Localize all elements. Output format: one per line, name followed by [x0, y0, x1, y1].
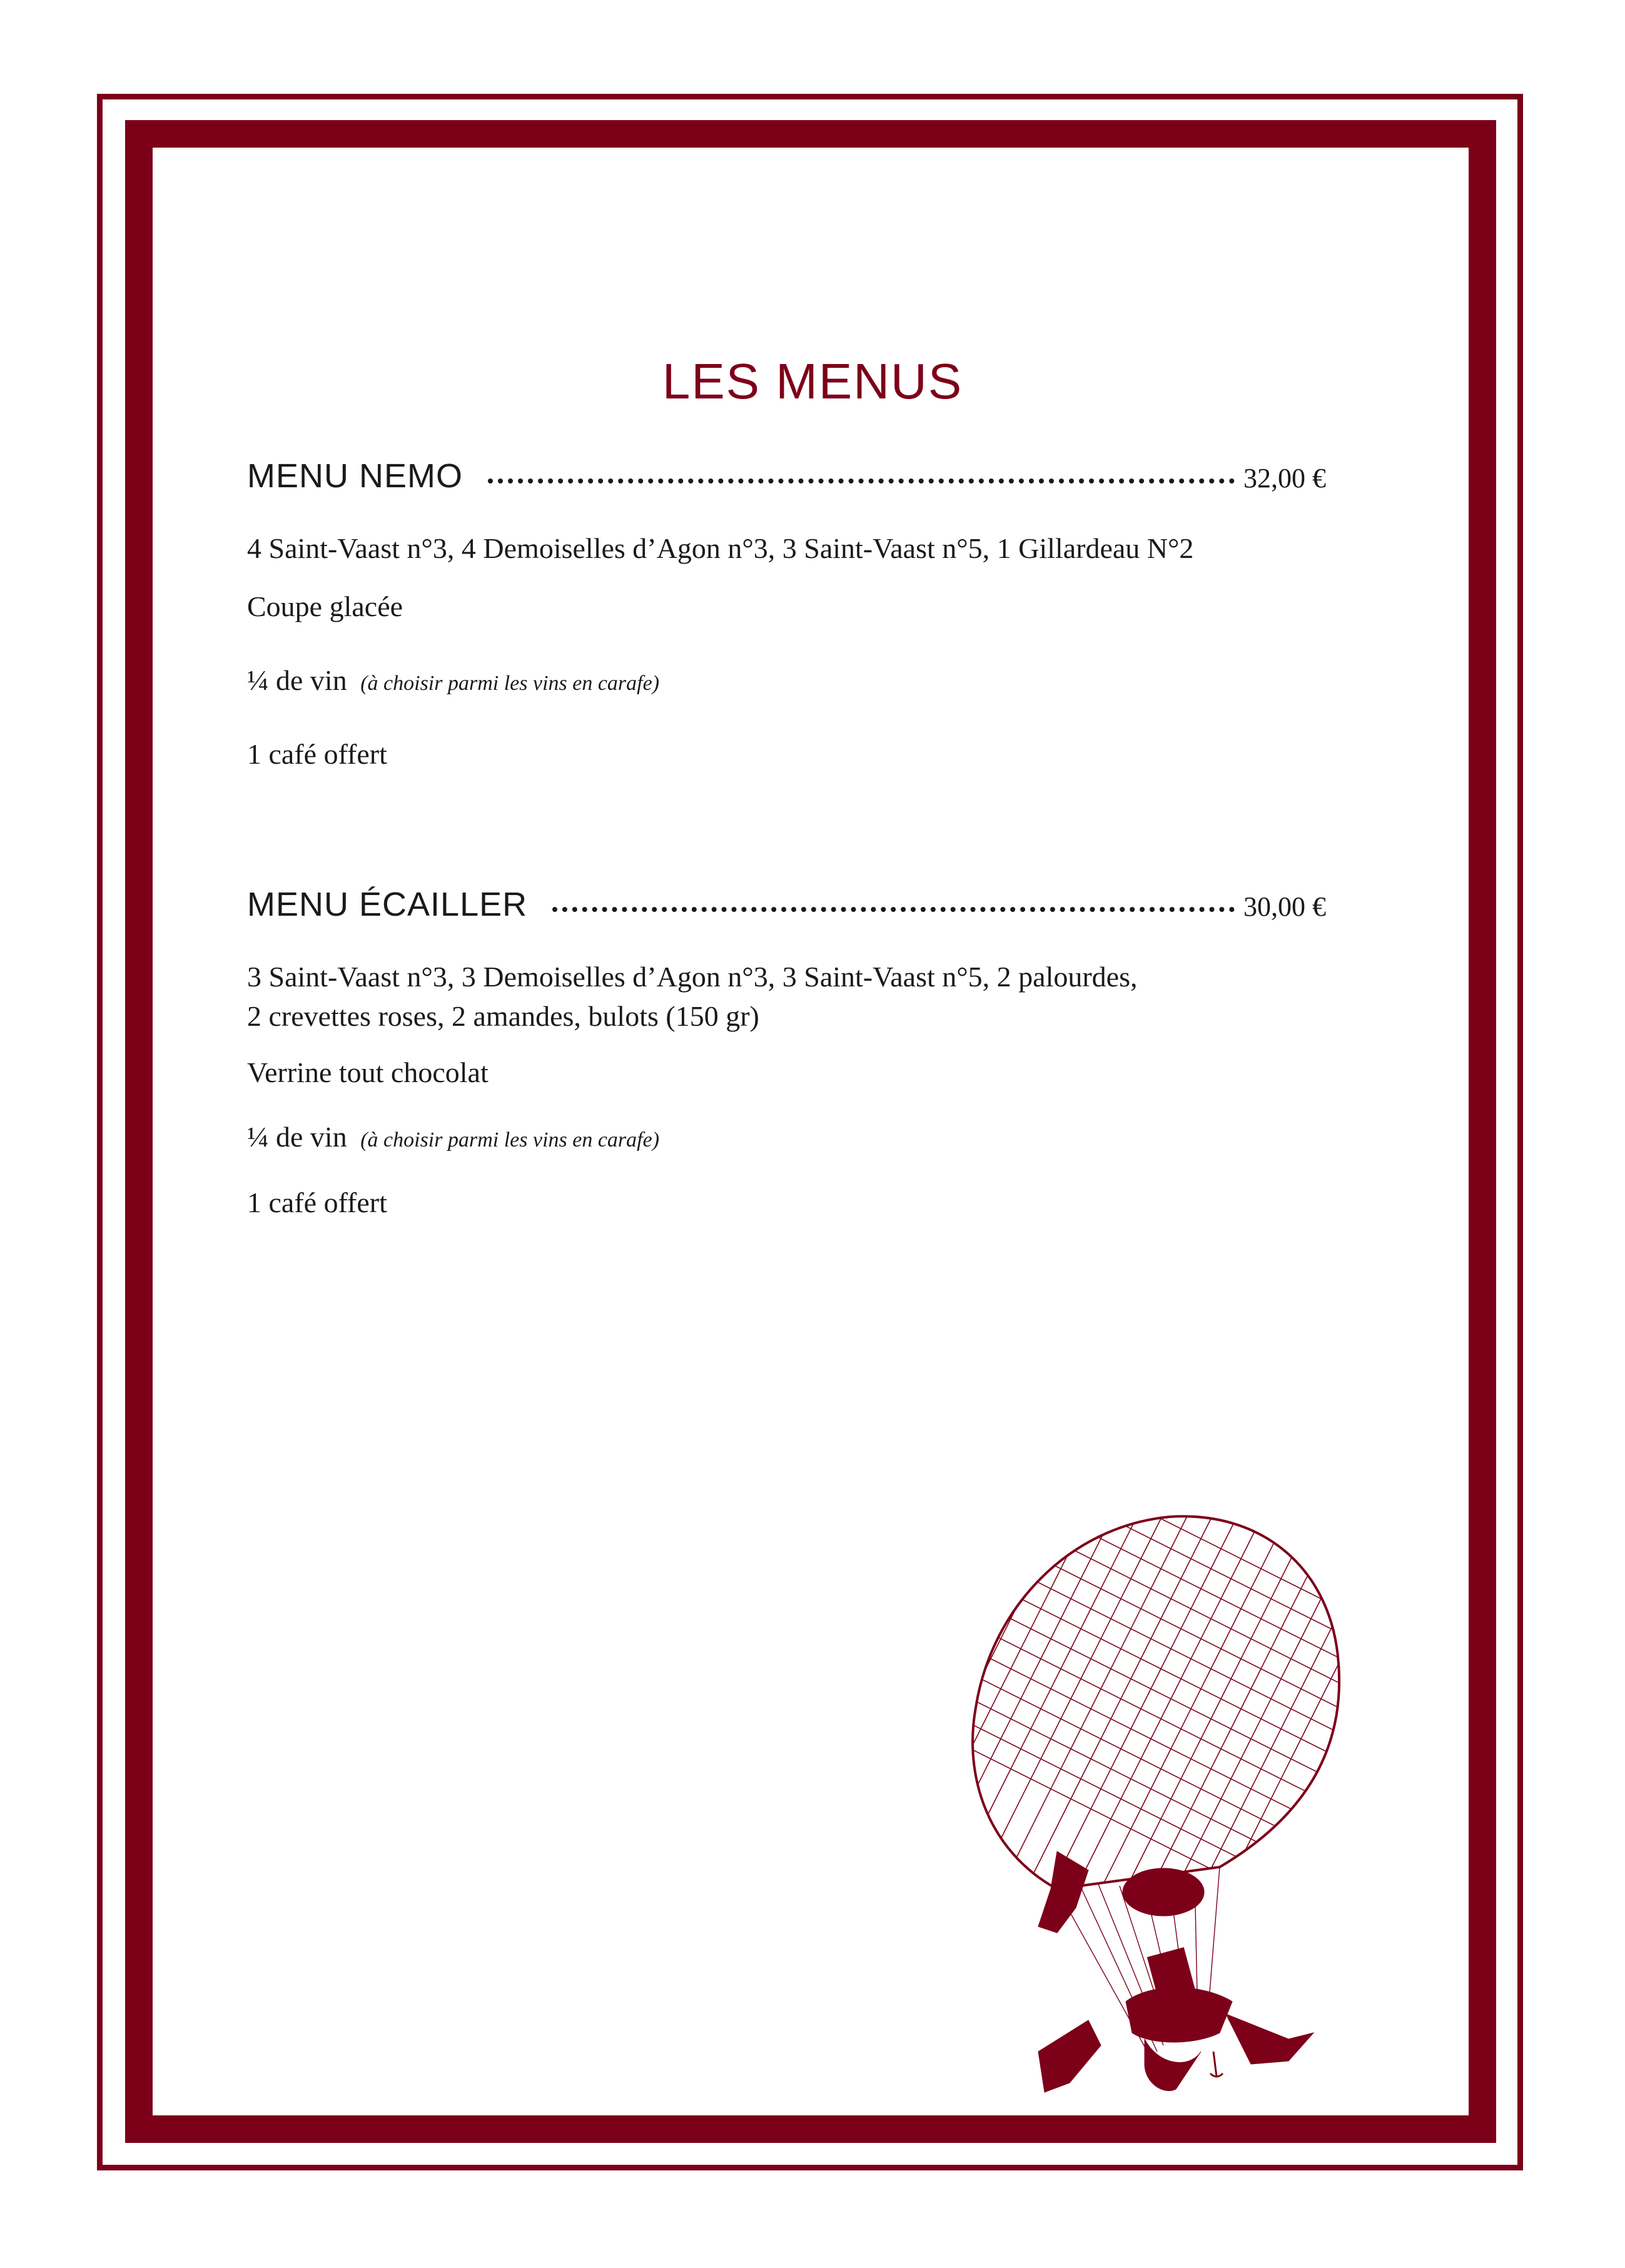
- wine-note: (à choisir parmi les vins en carafe): [360, 672, 660, 695]
- menu-ecailler-coffee: 1 café offert: [247, 1187, 387, 1218]
- menu-ecailler-price: 30,00 €: [1243, 891, 1326, 922]
- dot-leader: [552, 907, 1235, 912]
- wine-note: (à choisir parmi les vins en carafe): [360, 1128, 660, 1152]
- menu-nemo-oysters: 4 Saint-Vaast n°3, 4 Demoiselles d’Agon n°3, 3 Saint-Vaast n°5, 1 Gillardeau N°2: [247, 532, 1194, 564]
- menu-ecailler-seafood-line-2: 2 crevettes roses, 2 amandes, bulots (150 gr): [247, 1000, 759, 1032]
- dot-leader: [488, 478, 1235, 483]
- menu-ecailler-dessert: Verrine tout chocolat: [247, 1056, 489, 1088]
- wine-label: ¼ de vin: [247, 1121, 347, 1153]
- menu-ecailler-header: [247, 885, 1326, 929]
- menu-nemo-header: [247, 457, 1326, 500]
- page-title: LES MENUS: [662, 353, 963, 409]
- menu-nemo-name: MENU NEMO: [247, 457, 463, 495]
- hot-air-balloon-illustration: [963, 1501, 1451, 2095]
- menu-nemo-coffee: 1 café offert: [247, 738, 387, 770]
- menu-nemo-price: 32,00 €: [1243, 463, 1326, 494]
- menu-ecailler-seafood-line-1: 3 Saint-Vaast n°3, 3 Demoiselles d’Agon n°3, 3 Saint-Vaast n°5, 2 palourdes,: [247, 961, 1138, 993]
- menu-ecailler-name: MENU ÉCAILLER: [247, 886, 528, 923]
- menu-ecailler-wine: [247, 1118, 659, 1159]
- menu-nemo-dessert: Coupe glacée: [247, 590, 403, 622]
- wine-label: ¼ de vin: [247, 664, 347, 696]
- menu-nemo-wine: [247, 662, 659, 702]
